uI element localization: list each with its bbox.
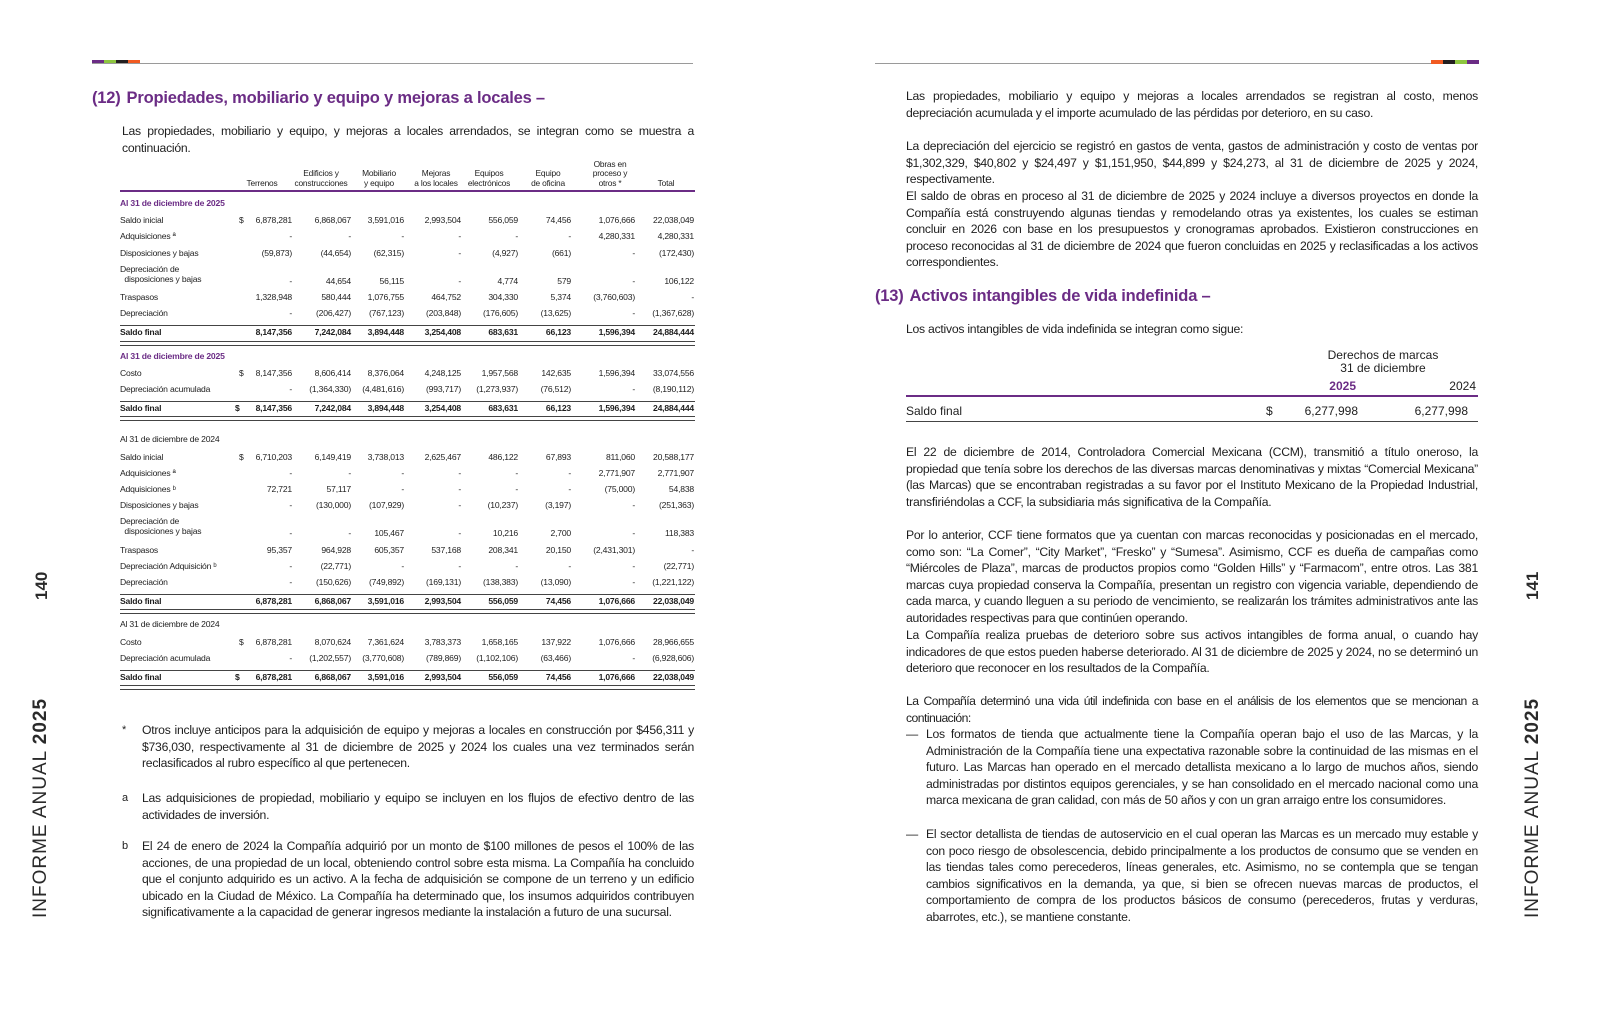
cell-value: (993,717) xyxy=(426,384,461,394)
period-heading xyxy=(120,434,695,448)
cell-value: 8,606,414 xyxy=(314,367,351,378)
cell-value: 74,456 xyxy=(545,672,571,682)
left-page: 140 INFORME ANUAL 2025 (12) Propiedades, mobiliario y equipo y mejoras a locales – Las propiedades, mobiliario y equipo, y mejoras a locales arrendados, se integran como se muestra a continuación. Terrenos Edificios y construcciones Mobiliario y equipo Mejoras a los locales Equipos electrónicos Equipo de oficina Obras en proceso y otros * Total Al 31 de diciembre de 2025 Saldo inicial $ 6,878,281 6,868,067 3,591,016 2,993,504 556,059 74,456 1,076,666 22,038,049 Adquisiciones ª - - - - - - 4,280,331 4,280,331 Disposiciones y bajas (59,873) (44,654) (62,315) - (4,927) (661) - (172,430) Depreciación de disposiciones y bajas - 44,654 56,115 - 4,774 579 - 106,122 Traspasos 1,328,948 580,444 1,076,755 464,752 304,330 5,374 (3,760,603) - Depreciación - (206,427) (767,123) (203,848) (176,605) (13,625) - (1,367,628) Saldo final 8,147,356 7,242,084 3,894,448 3,254,408 683,631 66,123 1,596,394 24,884,444 Al 31 de diciembre de 2025 Costo $ 8,147,356 8,606,414 8,376,064 4,248,125 1,957,568 142,635 1,596,394 33,074,556 Depreciación acumulada - (1,364,330) (4,481,616) (993,717) (1,273,937) (76,512) - (8,190,112) Saldo final $ 8,147,356 7,242,084 3,894,448 3,254,408 683,631 66,123 1,596,394 24,884,444 Al 31 de diciembre de 2024 Saldo inicial $ 6,710,203 6,149,419 3,738,013 2,625,467 486,122 67,893 811,060 20,588,177 Adquisiciones ª - - - - - - 2,771,907 2,771,907 Adquisiciones ᵇ 72,721 57,117 - - - - (75,000) 54,838 Disposiciones y bajas - (130,000) (107,929) - (10,237) (3,197) - (251,363) Depreciación de disposiciones y bajas - - 105,467 - 10,216 2,700 - 118,383 Traspasos 95,357 964,928 605,357 537,168 208,341 20,150 (2,431,301) - Depreciación Adquisición ᵇ - (22,771) - - - - - (22,771) Depreciación - (150,626) (749,892) (169,131) (138,383) (13,090) - (1,221,122) Saldo final 6,878,281 6,868,067 3,591,016 2,993,504 556,059 74,456 1,076,666 22,038,049 Al 31 de diciembre de 2024 Costo $ 6,878,281 8,070,624 7,361,624 3,783,373 1,658,165 137,922 1,076,666 28,966,655 Depreciación acumulada - (1,202,557) (3,770,608) (789,869) (1,102,106) (63,466) - (6,928,606) Saldo final $ 6,878,281 6,868,067 3,591,016 2,993,504 556,059 74,456 1,076,666 22,038,049 * Otros incluye anticipos para la adquisición de equipo y mejoras a locales en construcción por $456,311 y $736,030, respectivamente al 31 de diciembre de 2025 y 2024 los cuales una vez terminados serán reclasificados al rubro específico al que pertenecen. a Las adquisiciones de propiedad, mobiliario y equipo se incluyen en los flujos de efectivo dentro de las actividades de inversión. b El 24 de enero de 2024 la Compañía adquirió por un monto de $100 millones de pesos el 100% de las acciones, de una propiedad de un local, obteniendo control sobre esta misma. La Compañía ha concluido que el conjunto adquirido es un activo. A la fecha de adquisición se compone de un terreno y un edificio ubicado en la Ciudad de México. La Compañía ha determinado que, los insumos adquiridos contribuyen significativamente a la capacidad de generar ingresos mediante la instalación a futuro de una sucursal. xyxy=(0,0,800,1035)
row-label: Costo xyxy=(120,636,142,647)
cell-value: 6,149,419 xyxy=(314,451,351,462)
cell-value: 3,591,016 xyxy=(367,215,404,226)
total-double-rule xyxy=(120,341,695,346)
cell-value: 1,328,948 xyxy=(255,292,292,302)
color-bar-right xyxy=(1431,60,1479,64)
table-row xyxy=(120,545,695,559)
cell-value: 579 xyxy=(557,275,571,286)
paragraph-depreciation: La depreciación del ejercicio se registró en gastos de venta, gastos de administración y costo de ventas por $1,302,329, $40,802 y $24,497 y $1,151,950, $44,899 y $24,273, al 31 de diciembre de 2025 y 2024, respectivamente. xyxy=(906,139,1478,187)
column-header: Obras en proceso y otros * xyxy=(592,158,628,188)
section-12-heading: (12) Propiedades, mobiliario y equipo y mejoras a locales – xyxy=(92,89,545,107)
row-label: Saldo final xyxy=(120,327,162,338)
total-row xyxy=(120,596,695,610)
column-header: Mobiliario y equipo xyxy=(362,168,396,188)
cell-value: (251,363) xyxy=(659,500,694,511)
row-label: Depreciación xyxy=(120,308,168,319)
row-label: Depreciación de disposiciones y bajas xyxy=(120,263,202,284)
cell-value: 2,993,504 xyxy=(424,672,461,682)
row-label: Traspasos xyxy=(120,292,159,302)
cell-value: - xyxy=(632,528,635,539)
table-row xyxy=(120,468,695,482)
row-label: Saldo final xyxy=(120,596,162,607)
table-row xyxy=(120,561,695,575)
cell-value: 304,330 xyxy=(488,292,518,302)
section-12-intro: Las propiedades, mobiliario y equipo, y mejoras a locales arrendados, se integran como se muestra a continuación. xyxy=(122,124,694,155)
table-row xyxy=(120,500,695,514)
cell-value: 811,060 xyxy=(605,451,635,462)
cell-value: - xyxy=(289,308,292,319)
section-13-intro: Los activos intangibles de vida indefinida se integran como sigue: xyxy=(906,322,1244,336)
table-row xyxy=(120,292,695,306)
cell-value: 2,771,907 xyxy=(598,467,635,478)
cell-value: 8,376,064 xyxy=(367,367,404,378)
table-row xyxy=(120,452,695,466)
cell-value: - xyxy=(401,231,404,242)
cell-value: 1,957,568 xyxy=(481,367,518,378)
footnote-marker: * xyxy=(122,724,127,736)
table-row xyxy=(120,308,695,322)
top-rule-left xyxy=(92,63,693,64)
currency-sign: $ xyxy=(239,451,244,462)
cell-value: 1,596,394 xyxy=(598,367,635,378)
cell-value: 57,117 xyxy=(326,484,351,494)
cell-value: 8,147,356 xyxy=(255,367,292,378)
cell-value: - xyxy=(289,275,292,286)
brand-row-rule xyxy=(906,421,1478,422)
footnote-text: Otros incluye anticipos para la adquisición de equipo y mejoras a locales en construcción por $456,311 y $736,030, respectivamente al 31 de diciembre de 2025 y 2024 los cuales una vez terminados serán reclasificados al rubro específico al que pertenecen. xyxy=(142,723,694,770)
cell-value: - xyxy=(568,560,571,571)
cell-value: (4,481,616) xyxy=(362,384,404,394)
cell-value: 3,783,373 xyxy=(424,636,461,647)
brand-year-prior: 2024 xyxy=(1449,379,1476,393)
cell-value: - xyxy=(289,528,292,539)
subtotal-rule xyxy=(120,670,695,671)
table-row xyxy=(120,653,695,667)
cell-value: 4,280,331 xyxy=(598,231,635,242)
column-header: Edificios y construcciones xyxy=(294,168,348,188)
cell-value: 1,596,394 xyxy=(598,327,635,338)
row-label: Saldo final xyxy=(120,672,162,682)
cell-value: 3,591,016 xyxy=(367,672,404,682)
column-header: Mejoras a los locales xyxy=(414,168,458,188)
cell-value: (661) xyxy=(551,247,571,258)
total-row xyxy=(120,672,695,686)
section-13-heading: (13) Activos intangibles de vida indefinida – xyxy=(875,287,1211,305)
cell-value: (172,430) xyxy=(659,247,694,258)
cell-value: (1,221,122) xyxy=(652,577,694,587)
row-label: Depreciación acumulada xyxy=(120,384,211,394)
table-row xyxy=(120,231,695,245)
cell-value: 67,893 xyxy=(545,451,571,462)
cell-value: - xyxy=(632,652,635,663)
cell-value: - xyxy=(632,560,635,571)
cell-value: (3,770,608) xyxy=(362,652,404,663)
brand-row-value-current: 6,277,998 xyxy=(1304,404,1358,418)
paragraph-ccm-transfer: El 22 de diciembre de 2014, Controladora Comercial Mexicana (CCM), transmitió a título oneroso, la propiedad que tenía sobre los derechos de las diversas marcas denominativas y mixtas “Comercial Mexicana” (las Marcas) que se encontraban registradas a su favor por el Instituto Mexicano de la Propiedad Industrial, transfiriéndolas a CCF, la subsidiaria más significativa de la Compañía. xyxy=(906,445,1478,509)
cell-value: 6,868,067 xyxy=(314,596,351,607)
cell-value: - xyxy=(458,231,461,242)
cell-value: 3,591,016 xyxy=(367,596,404,607)
cell-value: - xyxy=(289,231,292,242)
cell-value: - xyxy=(632,275,635,286)
cell-value: - xyxy=(568,484,571,494)
brand-header-rule xyxy=(906,395,1478,397)
cell-value: 2,771,907 xyxy=(657,467,694,478)
cell-value: (76,512) xyxy=(540,384,571,394)
top-rule-right xyxy=(875,63,1477,64)
total-row xyxy=(120,327,695,341)
cell-value: 24,884,444 xyxy=(652,403,694,414)
cell-value: 683,631 xyxy=(488,327,518,338)
row-label: Depreciación de disposiciones y bajas xyxy=(120,516,202,537)
cell-value: - xyxy=(515,231,518,242)
brand-year-current: 2025 xyxy=(1329,379,1356,393)
currency-sign: $ xyxy=(239,215,244,226)
cell-value: 66,123 xyxy=(545,327,571,338)
brand-rights-table xyxy=(906,348,1478,423)
currency-sign: $ xyxy=(235,672,240,682)
cell-value: 1,596,394 xyxy=(598,403,635,414)
table-row xyxy=(120,215,695,229)
cell-value: 28,966,655 xyxy=(652,636,694,647)
cell-value: 605,357 xyxy=(374,544,404,555)
cell-value: 74,456 xyxy=(545,215,571,226)
paragraph-useful-life: La Compañía determinó una vida útil indefinida con base en el análisis de los elementos que se mencionan a continuación: xyxy=(906,694,1478,725)
cell-value: - xyxy=(458,247,461,258)
bullet-retail-sector: — El sector detallista de tiendas de autoservicio en el cual operan las Marcas es un mercado muy estable y con poco riesgo de obsolescencia, debido principalmente a los productos de consumo que se venden en las tiendas tales como perecederos, líneas generales, etc. Asimismo, no se contempla que se tengan cambios significativos en la demanda, ya que, si bien se ofrecen nuevas marcas de productos, el comportamiento de compra de los productos básicos de consumo (perecederos, frutas y verduras, abarrotes, etc.), se mantiene constante. xyxy=(906,827,1478,924)
cell-value: - xyxy=(515,484,518,494)
cell-value: (8,190,112) xyxy=(652,384,694,394)
cell-value: 556,059 xyxy=(488,596,518,607)
cell-value: - xyxy=(632,247,635,258)
subtotal-rule xyxy=(120,594,695,595)
footnote xyxy=(122,838,694,922)
table-row xyxy=(120,368,695,382)
cell-value: - xyxy=(458,275,461,286)
cell-value: (169,131) xyxy=(426,577,461,587)
cell-value: (767,123) xyxy=(369,308,404,319)
cell-value: 964,928 xyxy=(321,544,351,555)
row-label: Depreciación Adquisición ᵇ xyxy=(120,560,217,571)
cell-value: 142,635 xyxy=(541,367,571,378)
cell-value: (3,197) xyxy=(545,500,571,511)
cell-value: (6,928,606) xyxy=(652,652,694,663)
row-label: Depreciación acumulada xyxy=(120,652,211,663)
footnote-marker: a xyxy=(122,792,128,804)
cell-value: - xyxy=(458,484,461,494)
cell-value: (789,869) xyxy=(426,652,461,663)
cell-value: - xyxy=(632,577,635,587)
cell-value: 6,878,281 xyxy=(255,672,292,682)
paragraph-impairment: La Compañía realiza pruebas de deterioro sobre sus activos intangibles de forma anual, o cuando hay indicadores de que estos pueden haberse deteriorado. Al 31 de diciembre de 2025 y 2024, no se determinó un deterioro que reconocer en los resultados de la Compañía. xyxy=(906,628,1478,676)
cell-value: 3,254,408 xyxy=(424,403,461,414)
cell-value: 6,878,281 xyxy=(255,215,292,226)
cell-value: 2,993,504 xyxy=(424,596,461,607)
brand-row-currency: $ xyxy=(1266,404,1273,418)
footnote xyxy=(122,790,694,824)
period-heading xyxy=(120,198,695,212)
footnote-text: El 24 de enero de 2024 la Compañía adquirió por un monto de $100 millones de pesos el 100% de las acciones, de una propiedad de un local, obteniendo control sobre esta misma. La Compañía ha concluido que el conjunto adquirido es un activo. A la fecha de adquisición se compone de un terreno y un edificio ubicado en la Ciudad de México. La Compañía ha determinado que, los insumos adquiridos contribuyen significativamente a la capacidad de generar ingresos mediante la instalación a futuro de una sucursal. xyxy=(142,839,694,919)
cell-value: 556,059 xyxy=(488,215,518,226)
table-row xyxy=(120,384,695,398)
period-heading-label: Al 31 de diciembre de 2024 xyxy=(120,434,220,445)
cell-value: 20,588,177 xyxy=(652,451,694,462)
total-double-rule xyxy=(120,685,695,690)
cell-value: 2,625,467 xyxy=(424,451,461,462)
cell-value: 33,074,556 xyxy=(652,367,694,378)
period-heading-label: Al 31 de diciembre de 2025 xyxy=(120,350,225,361)
paragraph-brand-portfolio: Por lo anterior, CCF tiene formatos que ya cuentan con marcas reconocidas y posicionadas en el mercado, como son: “La Comer”, “City Market”, “Fresko” y “Sumesa”. Asimismo, CCF es dueña de campañas como “Miércoles de Plaza”, marcas de productos propios como “Golden Hills” y “Farmacom”, entre otros. Las 381 marcas cuya propiedad conserva la Compañía, presentan un registro con vigencia variable, dependiendo de cada marca, y cuando lleguen a su periodo de vencimiento, se realizarán los trámites administrativos ante las autoridades respectivas para que continúen operando. xyxy=(906,528,1478,625)
cell-value: 3,894,448 xyxy=(367,327,404,338)
cell-value: (62,315) xyxy=(373,247,404,258)
cell-value: 4,774 xyxy=(497,275,518,286)
cell-value: - xyxy=(401,484,404,494)
cell-value: (206,427) xyxy=(316,308,351,319)
table-row xyxy=(120,637,695,651)
table-row xyxy=(120,577,695,591)
table-row xyxy=(120,516,695,539)
currency-sign: $ xyxy=(239,367,244,378)
cell-value: (10,237) xyxy=(487,500,518,511)
cell-value: - xyxy=(632,384,635,394)
cell-value: 10,216 xyxy=(492,528,518,539)
cell-value: - xyxy=(691,292,694,302)
cell-value: 6,878,281 xyxy=(255,636,292,647)
cell-value: - xyxy=(691,544,694,555)
cell-value: 72,721 xyxy=(266,484,292,494)
period-heading xyxy=(120,351,695,365)
cell-value: 3,894,448 xyxy=(367,403,404,414)
right-page: 141 INFORME ANUAL 2025 Las propiedades, mobiliario y equipo y mejoras a locales arrendados se registran al costo, menos depreciación acumulada y el importe acumulado de las pérdidas por deterioro, en su caso. La depreciación del ejercicio se registró en gastos de venta, gastos de administración y costo de ventas por $1,302,329, $40,802 y $24,497 y $1,151,950, $44,899 y $24,273, al 31 de diciembre de 2025 y 2024, respectivamente. El saldo de obras en proceso al 31 de diciembre de 2025 y 2024 incluye a diversos proyectos en donde la Compañía está construyendo algunas tiendas y remodelando otras ya existentes, los cuales se estiman concluir en 2026 con base en los presupuestos y cronogramas aprobados. Existieron construcciones en proceso reconocidas al 31 de diciembre de 2024 que fueron concluidas en 2025 y reclasificadas a los activos correspondientes. (13) Activos intangibles de vida indefinida – Los activos intangibles de vida indefinida se integran como sigue: Derechos de marcas 31 de diciembre 2025 2024 Saldo final $ 6,277,998 6,277,998 El 22 de diciembre de 2014, Controladora Comercial Mexicana (CCM), transmitió a título oneroso, la propiedad que tenía sobre los derechos de las diversas marcas denominativas y mixtas “Comercial Mexicana” (las Marcas) que se encontraban registradas a su favor por el Instituto Mexicano de la Propiedad Industrial, transfiriéndolas a CCF, la subsidiaria más significativa de la Compañía. Por lo anterior, CCF tiene formatos que ya cuentan con marcas reconocidas y posicionadas en el mercado, como son: “La Comer”, “City Market”, “Fresko” y “Sumesa”. Asimismo, CCF es dueña de campañas como “Miércoles de Plaza”, marcas de productos propios como “Golden Hills” y “Farmacom”, entre otros. Las 381 marcas cuya propiedad conserva la Compañía, presentan un registro con vigencia variable, dependiendo de cada marca, y cuando lleguen a su periodo de vencimiento, se realizarán los trámites administrativos ante las autoridades respectivas para que continúen operando. La Compañía realiza pruebas de deterioro sobre sus activos intangibles de forma anual, o cuando hay indicadores de que estos pueden haberse deteriorado. Al 31 de diciembre de 2025 y 2024, no se determinó un deterioro que reconocer en los resultados de la Compañía. La Compañía determinó una vida útil indefinida con base en el análisis de los elementos que se mencionan a continuación: — Los formatos de tienda que actualmente tiene la Compañía operan bajo el uso de las Marcas, y la Administración de la Compañía tiene una expectativa razonable sobre la continuidad de las mismas en el futuro. Las Marcas han operado en el mercado detallista mexicano a lo largo de muchos años, siendo administradas por distintos equipos gerenciales, y se han consolidado en el mercado nacional como una marca mexicana de gran calidad, con más de 50 años y con un gran arraigo entre los consumidores. — El sector detallista de tiendas de autoservicio en el cual operan las Marcas es un mercado muy estable y con poco riesgo de obsolescencia, debido principalmente a los productos de consumo que se venden en las tiendas tales como perecederos, líneas generales, etc. Asimismo, no se contempla que se tengan cambios significativos en la demanda, ya que, si bien se ofrecen nuevas marcas de productos, el comportamiento de compra de los productos básicos de consumo (perecederos, frutas y verduras, abarrotes, etc.), se mantiene constante. xyxy=(800,0,1600,1035)
column-header: Terrenos xyxy=(246,177,278,188)
total-double-rule xyxy=(120,609,695,614)
cell-value: (4,927) xyxy=(492,247,518,258)
table-row xyxy=(120,484,695,498)
brand-row-value-prior: 6,277,998 xyxy=(1414,404,1468,418)
cell-value: (1,364,330) xyxy=(309,384,351,394)
cell-value: 556,059 xyxy=(488,672,518,682)
cell-value: (1,367,628) xyxy=(652,308,694,319)
cell-value: (1,202,557) xyxy=(309,652,351,663)
cell-value: 7,242,084 xyxy=(314,327,351,338)
brand-row-label: Saldo final xyxy=(906,404,963,418)
cell-value: (75,000) xyxy=(604,484,635,494)
row-label: Adquisiciones ª xyxy=(120,467,176,478)
cell-value: 8,147,356 xyxy=(255,403,292,414)
cell-value: - xyxy=(348,528,351,539)
row-label: Adquisiciones ᵇ xyxy=(120,484,176,494)
cell-value: 105,467 xyxy=(374,528,404,539)
cell-value: (22,771) xyxy=(320,560,351,571)
cell-value: 6,878,281 xyxy=(255,596,292,607)
cell-value: - xyxy=(458,500,461,511)
cell-value: - xyxy=(458,467,461,478)
cell-value: (130,000) xyxy=(316,500,351,511)
cell-value: - xyxy=(632,308,635,319)
period-heading-label: Al 31 de diciembre de 2024 xyxy=(120,619,220,630)
cell-value: 56,115 xyxy=(379,275,404,286)
cell-value: 118,383 xyxy=(664,528,694,539)
cell-value: (13,090) xyxy=(540,577,571,587)
cell-value: (107,929) xyxy=(369,500,404,511)
cell-value: 6,710,203 xyxy=(255,451,292,462)
cell-value: - xyxy=(515,560,518,571)
cell-value: 2,700 xyxy=(550,528,571,539)
cell-value: 4,280,331 xyxy=(657,231,694,242)
cell-value: - xyxy=(401,560,404,571)
footnote-text: Las adquisiciones de propiedad, mobiliario y equipo se incluyen en los flujos de efectivo dentro de las actividades de inversión. xyxy=(142,791,694,822)
paragraph-work-in-progress: El saldo de obras en proceso al 31 de diciembre de 2025 y 2024 incluye a diversos proyectos en donde la Compañía está construyendo algunas tiendas y remodelando otras ya existentes, los cuales se estiman concluir en 2026 con base en los presupuestos y cronogramas aprobados. Existieron construcciones en proceso reconocidas al 31 de diciembre de 2024 que fueron concluidas en 2025 y reclasificadas a los activos correspondientes. xyxy=(906,189,1478,270)
brand-header-title: Derechos de marcas xyxy=(1327,348,1439,362)
cell-value: 1,076,666 xyxy=(598,672,635,682)
cell-value: 24,884,444 xyxy=(652,327,694,338)
cell-value: 74,456 xyxy=(545,596,571,607)
cell-value: 8,070,624 xyxy=(314,636,351,647)
cell-value: - xyxy=(348,231,351,242)
cell-value: (2,431,301) xyxy=(593,544,635,555)
cell-value: (1,102,106) xyxy=(476,652,518,663)
cell-value: - xyxy=(568,467,571,478)
cell-value: - xyxy=(289,467,292,478)
footnote xyxy=(122,722,694,772)
cell-value: (138,383) xyxy=(483,577,518,587)
footnote-marker: b xyxy=(122,840,128,852)
column-header: Equipos electrónicos xyxy=(467,168,511,188)
cell-value: 5,374 xyxy=(550,292,571,302)
row-label: Depreciación xyxy=(120,577,168,587)
cell-value: (22,771) xyxy=(663,560,694,571)
cell-value: (63,466) xyxy=(540,652,571,663)
paragraph-ppe-cost: Las propiedades, mobiliario y equipo y mejoras a locales arrendados se registran al costo, menos depreciación acumulada y el importe acumulado de las pérdidas por deterioro, en su caso. xyxy=(906,89,1478,120)
table-row xyxy=(120,263,695,286)
cell-value: - xyxy=(632,500,635,511)
cell-value: 208,341 xyxy=(488,544,518,555)
cell-value: (176,605) xyxy=(483,308,518,319)
cell-value: - xyxy=(289,652,292,663)
period-heading-label: Al 31 de diciembre de 2025 xyxy=(120,198,225,208)
cell-value: 4,248,125 xyxy=(424,367,461,378)
cell-value: 3,254,408 xyxy=(424,327,461,338)
subtotal-rule xyxy=(120,401,695,402)
cell-value: (1,273,937) xyxy=(476,384,518,394)
total-row xyxy=(120,403,695,417)
cell-value: 1,658,165 xyxy=(481,636,518,647)
fixed-assets-table xyxy=(120,160,695,705)
cell-value: 464,752 xyxy=(431,292,461,302)
currency-sign: $ xyxy=(235,403,240,414)
total-double-rule xyxy=(120,416,695,421)
cell-value: - xyxy=(348,467,351,478)
cell-value: 22,038,049 xyxy=(652,596,694,607)
row-label: Traspasos xyxy=(120,544,159,555)
cell-value: - xyxy=(289,577,292,587)
row-label: Saldo inicial xyxy=(120,451,164,462)
cell-value: 20,150 xyxy=(545,544,571,555)
cell-value: 3,738,013 xyxy=(367,451,404,462)
row-label: Disposiciones y bajas xyxy=(120,500,199,511)
period-heading xyxy=(120,619,695,633)
cell-value: - xyxy=(289,560,292,571)
cell-value: 106,122 xyxy=(664,275,694,286)
cell-value: 1,076,666 xyxy=(598,596,635,607)
cell-value: 22,038,049 xyxy=(652,215,694,226)
cell-value: - xyxy=(515,467,518,478)
cell-value: 66,123 xyxy=(545,403,571,414)
cell-value: 22,038,049 xyxy=(652,672,694,682)
cell-value: 6,868,067 xyxy=(314,672,351,682)
cell-value: (13,625) xyxy=(540,308,571,319)
currency-sign: $ xyxy=(239,636,244,647)
row-label: Adquisiciones ª xyxy=(120,231,176,242)
cell-value: (44,654) xyxy=(320,247,351,258)
cell-value: - xyxy=(289,500,292,511)
column-header: Equipo de oficina xyxy=(531,168,565,188)
row-label: Saldo inicial xyxy=(120,215,164,226)
cell-value: 54,838 xyxy=(668,484,694,494)
cell-value: 137,922 xyxy=(541,636,571,647)
column-header: Total xyxy=(657,177,675,188)
cell-value: 7,242,084 xyxy=(314,403,351,414)
cell-value: 44,654 xyxy=(325,275,351,286)
cell-value: - xyxy=(401,467,404,478)
cell-value: 8,147,356 xyxy=(255,327,292,338)
cell-value: (203,848) xyxy=(426,308,461,319)
row-label: Saldo final xyxy=(120,403,162,414)
cell-value: (749,892) xyxy=(369,577,404,587)
bullet-store-formats: — Los formatos de tienda que actualmente tiene la Compañía operan bajo el uso de las Marcas, y la Administración de la Compañía tiene una expectativa razonable sobre la continuidad de las mismas en el futuro. Las Marcas han operado en el mercado detallista mexicano a lo largo de muchos años, siendo administradas por distintos equipos gerenciales, y se han consolidado en el mercado nacional como una marca mexicana de gran calidad, con más de 50 años y con un gran arraigo entre los consumidores. xyxy=(906,727,1478,807)
row-label: Disposiciones y bajas xyxy=(120,247,199,258)
cell-value: 580,444 xyxy=(321,292,351,302)
row-label: Costo xyxy=(120,367,142,378)
cell-value: 2,993,504 xyxy=(424,215,461,226)
cell-value: (59,873) xyxy=(261,247,292,258)
cell-value: (150,626) xyxy=(316,577,351,587)
cell-value: (3,760,603) xyxy=(593,292,635,302)
cell-value: 1,076,755 xyxy=(367,292,404,302)
brand-header-date: 31 de diciembre xyxy=(1340,361,1426,375)
subtotal-rule xyxy=(120,325,695,326)
cell-value: 7,361,624 xyxy=(367,636,404,647)
cell-value: - xyxy=(289,384,292,394)
cell-value: 95,357 xyxy=(266,544,292,555)
cell-value: - xyxy=(568,231,571,242)
cell-value: - xyxy=(458,560,461,571)
cell-value: 6,868,067 xyxy=(314,215,351,226)
table-header xyxy=(120,160,695,192)
cell-value: 683,631 xyxy=(488,403,518,414)
cell-value: - xyxy=(458,528,461,539)
cell-value: 1,076,666 xyxy=(598,215,635,226)
cell-value: 1,076,666 xyxy=(598,636,635,647)
cell-value: 537,168 xyxy=(431,544,461,555)
table-row xyxy=(120,248,695,262)
cell-value: 486,122 xyxy=(488,451,518,462)
